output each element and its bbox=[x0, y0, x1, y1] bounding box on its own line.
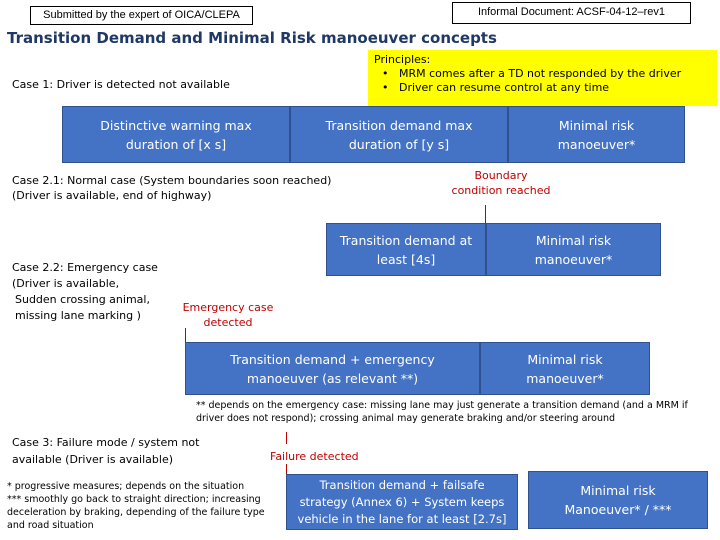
case21-label-line: Case 2.1: Normal case (System boundaries soon reached) bbox=[12, 174, 332, 187]
case1-label: Case 1: Driver is detected not available bbox=[12, 78, 230, 91]
case22-event-label bbox=[174, 300, 282, 330]
case22-label-line: Case 2.2: Emergency case bbox=[12, 261, 158, 274]
case3-event-marker-bottom bbox=[286, 464, 287, 474]
page-title: Transition Demand and Minimal Risk manoeuver concepts bbox=[7, 29, 497, 47]
case22-label-line: missing lane marking ) bbox=[15, 309, 141, 322]
case22-transition-demand-text: Transition demand + emergency manoeuver (as relevant **) bbox=[230, 351, 435, 386]
case22-label-line: (Driver is available, bbox=[12, 277, 120, 290]
principles-box bbox=[368, 50, 717, 106]
case3-label bbox=[12, 434, 199, 468]
case22-footnote: ** depends on the emergency case: missing lane may just generate a transition demand (and a MRM if driver does not respond); crossing animal may generate braking and/or steering around bbox=[196, 400, 688, 424]
case1-warning-text: Distinctive warning max duration of [x s] bbox=[100, 117, 252, 152]
document-id-text: Informal Document: ACSF-04-12–rev1 bbox=[477, 6, 666, 18]
case1-transition-demand-box bbox=[290, 106, 508, 163]
principles-item: • MRM comes after a TD not responded by the driver bbox=[382, 67, 682, 80]
footnote-triple-star: *** smoothly go back to straight direction; increasing deceleration by braking, depending of the failure type and road situation bbox=[7, 494, 265, 531]
case21-transition-demand-box bbox=[326, 223, 486, 276]
case1-warning-box bbox=[62, 106, 290, 163]
principles-item: • Driver can resume control at any time bbox=[382, 81, 610, 94]
case21-event-label bbox=[436, 168, 566, 198]
principles-item-text: MRM comes after a TD not responded by the driver bbox=[398, 67, 682, 80]
footnote-star: * progressive measures; depends on the situation bbox=[7, 481, 245, 492]
case22-event-marker bbox=[185, 328, 186, 342]
case22-transition-demand-box bbox=[185, 342, 480, 395]
submitted-by-box bbox=[30, 6, 253, 25]
case1-mrm-text: Minimal risk manoeuver* bbox=[557, 117, 636, 152]
submitted-by-text: Submitted by the expert of OICA/CLEPA bbox=[43, 9, 240, 21]
case21-event-line: Boundary bbox=[474, 169, 528, 182]
case3-label-line: Case 3: Failure mode / system not bbox=[12, 436, 200, 449]
case3-mrm-box bbox=[528, 471, 708, 529]
case22-mrm-box bbox=[480, 342, 650, 395]
case3-label-line: available (Driver is available) bbox=[12, 453, 174, 466]
case22-event-line: Emergency case bbox=[182, 301, 274, 314]
case22-label-line: Sudden crossing animal, bbox=[15, 293, 150, 306]
case22-mrm-text: Minimal risk manoeuver* bbox=[526, 351, 604, 386]
case3-event-label: Failure detected bbox=[270, 450, 359, 463]
case3-transition-demand-text: Transition demand + failsafe strategy (Annex 6) + System keeps vehicle in the lane for at least [2.7s] bbox=[297, 477, 507, 526]
case21-label-line: (Driver is available, end of highway) bbox=[12, 189, 212, 202]
case3-mrm-text: Minimal risk Manoeuver* / *** bbox=[564, 483, 672, 517]
case3-event-marker-top bbox=[286, 432, 287, 444]
document-id-box bbox=[452, 2, 691, 24]
principles-heading: Principles: bbox=[374, 53, 431, 66]
principles-item-text: Driver can resume control at any time bbox=[398, 81, 610, 94]
case22-event-line: detected bbox=[203, 316, 253, 329]
case21-mrm-box bbox=[486, 223, 661, 276]
case21-mrm-text: Minimal risk manoeuver* bbox=[534, 232, 613, 267]
case1-transition-demand-text: Transition demand max duration of [y s] bbox=[325, 117, 473, 152]
case21-event-marker bbox=[485, 205, 486, 223]
case21-event-line: condition reached bbox=[451, 184, 551, 197]
case1-mrm-box bbox=[508, 106, 685, 163]
case21-label bbox=[12, 173, 331, 203]
case22-label bbox=[12, 260, 158, 324]
case3-transition-demand-box bbox=[286, 474, 518, 530]
case21-transition-demand-text: Transition demand at least [4s] bbox=[339, 232, 473, 267]
